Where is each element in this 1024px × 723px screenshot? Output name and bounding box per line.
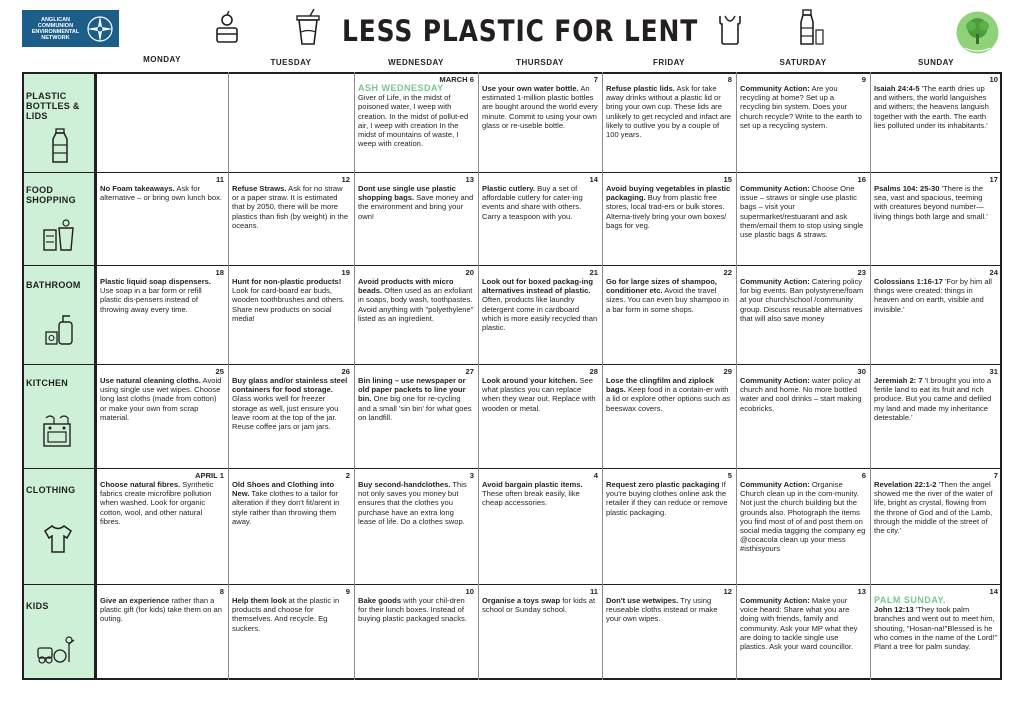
cell-headline: Community Action: xyxy=(740,480,810,489)
col-divider xyxy=(736,72,737,680)
cell-headline: Use natural cleaning cloths. xyxy=(100,376,201,385)
cell-body xyxy=(232,277,350,323)
day-number: 14 xyxy=(589,175,598,184)
cell-headline: Request zero plastic packaging xyxy=(606,480,720,489)
cell-body xyxy=(740,277,866,323)
cell-headline: Old Shoes and Clothing into New. xyxy=(232,480,335,499)
day-header-monday: MONDAY xyxy=(143,55,181,64)
col-divider xyxy=(228,72,229,680)
day-number: 2 xyxy=(345,471,350,480)
cell-body xyxy=(740,596,866,651)
special-day-label: PALM SUNDAY. xyxy=(874,595,947,605)
cell-headline: Dont use single use plastic shopping bags. xyxy=(358,184,456,203)
day-header-tuesday: TUESDAY xyxy=(270,58,312,67)
day-number: 11 xyxy=(589,587,598,596)
day-cell xyxy=(740,75,866,170)
cell-body xyxy=(874,480,998,535)
special-day-label: ASH WEDNESDAY xyxy=(358,83,444,93)
cell-headline: Help them look xyxy=(232,596,287,605)
day-cell xyxy=(100,367,224,466)
cell-text: Ask for no straw or a paper straw. It is estimated that by 2050, there will be more plastics than fish (by weight) in the oceans. xyxy=(232,184,349,230)
cell-text: with your chil-dren for their lunch boxes. Instead of buying plastic packaged snacks. xyxy=(358,596,467,624)
cell-text: 'For by him all things were created: things in heaven and on earth, visible and invisible.' xyxy=(874,277,992,314)
cell-text: Take clothes to a tailor for alteration if they don't fit/arent in style rather than throwing them away. xyxy=(232,489,340,526)
day-number: 4 xyxy=(593,471,598,480)
day-number: 15 xyxy=(723,175,732,184)
day-cell xyxy=(606,175,732,263)
day-number: 22 xyxy=(723,268,732,277)
day-cell xyxy=(482,268,598,362)
day-cell xyxy=(232,175,350,263)
cell-text: water policy at church and home. No more bottled water and cool drinks – start making ecobricks. xyxy=(740,376,862,413)
cell-text: Save money and the environment and bring your own! xyxy=(358,193,474,221)
apple-lunchbox-icon xyxy=(210,8,246,48)
day-number xyxy=(100,75,224,84)
day-cell xyxy=(874,471,998,582)
day-cell xyxy=(100,587,224,678)
cell-text: Ask for take away drinks without a plastic lid or bring your own cup. These lids are unlikely to get recycled and infact are likely to outlive you by a couple of 100 years. xyxy=(606,84,731,140)
day-cell xyxy=(358,587,474,678)
day-cell xyxy=(606,471,732,582)
day-cell xyxy=(232,75,350,170)
page-title: LESS PLASTIC FOR LENT xyxy=(342,14,699,48)
cell-text: rather than a plastic gift (for kids) take them on an outing. xyxy=(100,596,222,624)
col-divider xyxy=(602,72,603,680)
category-plastic-bottles: PLASTIC BOTTLES & LIDS xyxy=(26,91,80,121)
cell-headline: Jeremiah 2: 7 xyxy=(874,376,923,385)
day-number: 21 xyxy=(589,268,598,277)
cell-text: Look for card-board ear buds, wooden toothbrushes and others. Share new products on social media! xyxy=(232,286,345,323)
day-cell xyxy=(358,367,474,466)
cell-text: 'The earth dries up and withers, the world languishes and withers; the heavens languish together with the earth. The earth lies polluted under its inhabitants.' xyxy=(874,84,989,130)
cell-body xyxy=(874,184,998,221)
cell-text: Use soap in a bar form or refill plastic dis-pensers instead of throwing away every time. xyxy=(100,286,202,314)
anglican-network-logo xyxy=(22,10,119,47)
cell-text: Often, products like laundry detergent come in cardboard which is more easily recycled than plastic. xyxy=(482,295,598,333)
day-cell xyxy=(874,175,998,263)
cell-body xyxy=(874,376,998,422)
day-number: 25 xyxy=(215,367,224,376)
cell-headline: Give an experience xyxy=(100,596,170,605)
cell-text: Glass works well for freezer storage as well, just ensure you leave room at the top of the jar. Reuse coffee jars or jam jars. xyxy=(232,394,339,432)
day-number: 5 xyxy=(727,471,732,480)
compass-rose-icon xyxy=(85,14,115,44)
cell-body xyxy=(358,93,474,148)
cell-body xyxy=(482,184,598,221)
day-number: 13 xyxy=(465,175,474,184)
cell-text: Make your voice heard: Share what you are doing with friends, family and community. Ask your MP what they are doing to tackle single use plastics. Ask your ward councillor. xyxy=(740,596,858,652)
bottle-icon xyxy=(790,8,826,48)
day-cell xyxy=(358,75,474,170)
cell-text: Synthetic fabrics create microfibre pollution when washed. Look for organic cotton, wool, and other natural fibres. xyxy=(100,480,214,526)
cell-text: 'I brought you into a fertile land to eat its fruit and rich produce. But you came and defiled my land and made my inheritance detestable.' xyxy=(874,376,992,422)
day-cell xyxy=(482,367,598,466)
cell-text: Try using reuseable cloths instead or make your own wipes. xyxy=(606,596,718,624)
day-cell xyxy=(740,268,866,362)
cell-body xyxy=(606,596,732,624)
day-number: 28 xyxy=(589,367,598,376)
cell-body xyxy=(100,480,224,526)
cell-body xyxy=(740,480,866,554)
cell-headline: Look around your kitchen. xyxy=(482,376,578,385)
cell-headline: Use your own water bottle. xyxy=(482,84,579,93)
day-number: 18 xyxy=(215,268,224,277)
day-cell xyxy=(740,471,866,582)
cell-text: See what plastics you can replace when they wear out. Replace with wooden or metal. xyxy=(482,376,596,413)
category-clothing: CLOTHING xyxy=(26,485,76,495)
cell-headline: Buy glass and/or stainless steel containers for food storage. xyxy=(232,376,348,395)
cell-headline: Plastic cutlery. xyxy=(482,184,536,193)
day-number: 13 xyxy=(857,587,866,596)
day-number: 7 xyxy=(593,75,598,84)
day-cell xyxy=(874,367,998,466)
cell-headline: Go for large sizes of shampoo, conditioner etc. xyxy=(606,277,717,296)
takeaway-cup-icon xyxy=(290,8,326,48)
cell-text: at the plastic in products and choose for themselves. And recycle. Eg suckers. xyxy=(232,596,340,633)
cell-headline: Revelation 22:1-2 xyxy=(874,480,937,489)
cell-headline: Organise a toys swap xyxy=(482,596,561,605)
day-number: 31 xyxy=(989,367,998,376)
day-number: 9 xyxy=(861,75,866,84)
cell-body xyxy=(232,184,350,230)
cell-headline: Community Action: xyxy=(740,277,810,286)
cell-text: Organise Church clean up in the com-munity. Not just the church building but the grounds also. Photograph the items you find most of of and post them on social media tagging the company eg @cocacola clean up your mess #isthisyours xyxy=(740,480,866,554)
soap-dispenser-icon xyxy=(44,310,76,346)
cell-headline: Bake goods xyxy=(358,596,402,605)
day-cell xyxy=(874,75,998,170)
day-number xyxy=(232,75,350,84)
cell-body xyxy=(740,376,866,413)
cell-text: Catering policy for big events. Ban polystyrene/foam at your church/school /community group. Discuss reusable alternatives that will also save money xyxy=(740,277,864,323)
category-food-shopping: FOOD SHOPPING xyxy=(26,185,76,205)
day-cell xyxy=(358,175,474,263)
day-cell xyxy=(232,268,350,362)
day-header-sunday: SUNDAY xyxy=(917,58,955,67)
cell-text: Are you recycling at home? Set up a recycling bin system. Does your church recycle? Write to the earth to set up a recycling system. xyxy=(740,84,862,130)
cell-headline: Community Action: xyxy=(740,596,810,605)
cell-headline: Look out for boxed packag-ing alternatives instead of plastic. xyxy=(482,277,593,296)
day-cell xyxy=(232,587,350,678)
day-number: 12 xyxy=(341,175,350,184)
day-cell xyxy=(482,175,598,263)
day-cell xyxy=(232,367,350,466)
cell-body xyxy=(232,480,350,526)
day-cell xyxy=(606,367,732,466)
day-number: 24 xyxy=(989,268,998,277)
cell-body xyxy=(100,376,224,422)
day-number: MARCH 6 xyxy=(439,75,474,84)
cell-text: 'They took palm branches and went out to meet him, shouting, "Hosan-na!"Blessed is he who comes in the name of the Lord!" Plant a tree for palm sunday. xyxy=(874,605,998,652)
cell-body xyxy=(358,376,474,422)
day-number: 14 xyxy=(989,587,998,596)
day-number: 3 xyxy=(469,471,474,480)
category-bathroom: BATHROOM xyxy=(26,280,81,290)
cell-body xyxy=(100,184,224,202)
cell-body xyxy=(358,277,474,323)
cell-body xyxy=(358,184,474,221)
green-anglicans-logo xyxy=(955,10,1000,55)
col-divider xyxy=(478,72,479,680)
cell-text: Avoid the travel sizes. You can even buy shampoo in a bar form in some shops. xyxy=(606,286,729,314)
cell-headline: Hunt for non-plastic products! xyxy=(232,277,342,286)
cell-body xyxy=(740,184,866,239)
day-cell xyxy=(358,268,474,362)
cell-body xyxy=(606,184,732,230)
cell-body xyxy=(482,277,598,332)
cell-text: Buy a set of affordable cutlery for cater-ing events and share with others. Carry a teaspoon with you. xyxy=(482,184,583,221)
cell-body xyxy=(232,376,350,431)
cell-text: Choose One issue – straws or single use plastic bags – visit your supermarket/restuarant and ask them/email them to stop using single use plastic bags & straws. xyxy=(740,184,864,240)
cell-body xyxy=(100,277,224,314)
cell-text: One big one for re-cycling and a small 'sin bin' for what goes on landfill. xyxy=(358,394,472,422)
cell-headline: Colossians 1:16-17 xyxy=(874,277,943,286)
day-number: 23 xyxy=(857,268,866,277)
day-cell xyxy=(740,367,866,466)
cell-headline: No Foam takeaways. xyxy=(100,184,175,193)
day-cell xyxy=(606,587,732,678)
cell-headline: Buy second-handclothes. xyxy=(358,480,451,489)
day-number: 8 xyxy=(727,75,732,84)
day-number: 17 xyxy=(989,175,998,184)
day-number: 6 xyxy=(861,471,866,480)
day-number: 27 xyxy=(465,367,474,376)
cell-headline: Choose natural fibres. xyxy=(100,480,181,489)
day-cell xyxy=(482,587,598,678)
day-cell xyxy=(100,75,224,170)
day-number: 7 xyxy=(993,471,998,480)
row-divider xyxy=(22,584,1002,585)
cell-headline: Refuse plastic lids. xyxy=(606,84,675,93)
day-cell xyxy=(482,75,598,170)
day-cell xyxy=(100,471,224,582)
day-cell xyxy=(874,268,998,362)
day-cell xyxy=(740,175,866,263)
day-number: 30 xyxy=(857,367,866,376)
day-cell xyxy=(482,471,598,582)
category-kitchen: KITCHEN xyxy=(26,378,69,388)
cell-headline: Don't use wetwipes. xyxy=(606,596,679,605)
cell-body xyxy=(606,480,732,517)
t-shirt-icon xyxy=(42,520,74,556)
row-divider xyxy=(22,172,1002,173)
cell-body xyxy=(740,84,866,130)
cell-headline: Community Action: xyxy=(740,184,810,193)
cell-text: Avoid using single use wet wipes. Choose long last cloths (made from cotton) or make your own from scrap material. xyxy=(100,376,222,422)
cell-headline: Isaiah 24:4-5 xyxy=(874,84,920,93)
day-number: 20 xyxy=(465,268,474,277)
col-divider xyxy=(870,72,871,680)
cell-text: 'There is the sea, vast and spacious, teeming with creatures beyond number—living things both large and small.' xyxy=(874,184,988,221)
col-divider xyxy=(96,72,97,680)
cell-body xyxy=(482,84,598,130)
toys-icon xyxy=(36,630,76,666)
cell-text: This not only saves you money but ensures that the clothes you purchase have an extra long lease of life. Do a clothes swop. xyxy=(358,480,467,526)
day-cell xyxy=(606,75,732,170)
day-number: 10 xyxy=(989,75,998,84)
cell-text: Keep food in a contain-er with a lid or explore other options such as beeswax covers. xyxy=(606,385,731,413)
cell-headline: Psalms 104: 25-30 xyxy=(874,184,940,193)
day-cell xyxy=(606,268,732,362)
water-bottle-icon xyxy=(46,128,74,164)
cell-body xyxy=(874,277,998,314)
row-divider xyxy=(22,364,1002,365)
cell-body xyxy=(100,596,224,624)
col-divider xyxy=(354,72,355,680)
cell-text: Giver of Life, in the midst of poisoned water, I weep with creation. In the midst of pollut-ed air, I weep with creation In the midst of mountains of waste, I weep with creation. xyxy=(358,93,469,149)
cell-body xyxy=(358,596,474,624)
day-cell xyxy=(358,471,474,582)
cell-body xyxy=(232,596,350,633)
stove-icon xyxy=(40,412,76,448)
cell-body xyxy=(606,376,732,413)
cell-body xyxy=(874,605,998,651)
day-cell xyxy=(874,587,998,678)
day-header-thursday: THURSDAY xyxy=(516,58,564,67)
category-kids: KIDS xyxy=(26,601,49,611)
day-number: 26 xyxy=(341,367,350,376)
cell-headline: Community Action: xyxy=(740,376,810,385)
day-header-saturday: SATURDAY xyxy=(779,58,827,67)
cell-headline: Avoid bargain plastic items. xyxy=(482,480,583,489)
logo-text: ANGLICAN COMMUNION ENVIRONMENTAL NETWORK xyxy=(31,16,80,41)
day-header-wednesday: WEDNESDAY xyxy=(388,58,444,67)
cell-headline: Avoid buying vegetables in plastic packaging. xyxy=(606,184,731,203)
cell-text: Ask for alternative – or bring own lunch box. xyxy=(100,184,222,203)
day-cell xyxy=(740,587,866,678)
day-cell xyxy=(100,175,224,263)
day-number: 19 xyxy=(341,268,350,277)
row-divider xyxy=(22,265,1002,266)
cell-headline: John 12:13 xyxy=(874,605,914,615)
shopping-bag-icon xyxy=(712,8,748,48)
cell-text: Buy from plastic free stores, local trad-ers or bulk stores. Alterna-tively bring your own boxes/ bags for veg. xyxy=(606,193,727,230)
day-number: APRIL 1 xyxy=(195,471,224,480)
cell-text: If you're buying clothes online ask the retailer if they can reduce or remove plastic packaging. xyxy=(606,480,728,517)
day-number: 10 xyxy=(465,587,474,596)
day-number: 9 xyxy=(345,587,350,596)
cell-body xyxy=(606,277,732,314)
cell-body xyxy=(874,84,998,130)
day-number: 12 xyxy=(723,587,732,596)
cell-text: These often break easily, like cheap accessories. xyxy=(482,489,580,508)
day-cell xyxy=(232,471,350,582)
day-number: 11 xyxy=(215,175,224,184)
cell-headline: Community Action: xyxy=(740,84,810,93)
cell-body xyxy=(606,84,732,139)
cell-text: for kids at school or Sunday school. xyxy=(482,596,596,615)
cell-text: 'Then the angel showed me the river of the water of life, bright as crystal, flowing from the throne of God and of the Lamb, through the middle of the street of the city.' xyxy=(874,480,993,536)
cell-headline: Bin lining – use newspaper or old paper packets to line your bin. xyxy=(358,376,466,404)
cell-headline: Plastic liquid soap dispensers. xyxy=(100,277,211,286)
cell-text: Often used as an exfoliant in soaps, body wash, toothpastes. Avoid anything with "polyethylene" listed as an ingredient. xyxy=(358,286,474,323)
cell-body xyxy=(358,480,474,526)
cell-headline: Refuse Straws. xyxy=(232,184,287,193)
cell-headline: Avoid products with micro beads. xyxy=(358,277,454,296)
cell-body xyxy=(482,376,598,413)
cell-body xyxy=(482,596,598,614)
day-number: 8 xyxy=(219,587,224,596)
day-cell xyxy=(100,268,224,362)
day-header-friday: FRIDAY xyxy=(652,58,686,67)
groceries-icon xyxy=(42,218,76,254)
day-number: 29 xyxy=(723,367,732,376)
cell-headline: Lose the clingfilm and ziplock bags. xyxy=(606,376,715,395)
row-divider xyxy=(22,468,1002,469)
cell-body xyxy=(482,480,598,508)
cell-text: An estimated 1-million plastic bottles are bought around the world every minute. Commit to using your own glass or re-useble bottle. xyxy=(482,84,598,130)
day-number: 16 xyxy=(857,175,866,184)
